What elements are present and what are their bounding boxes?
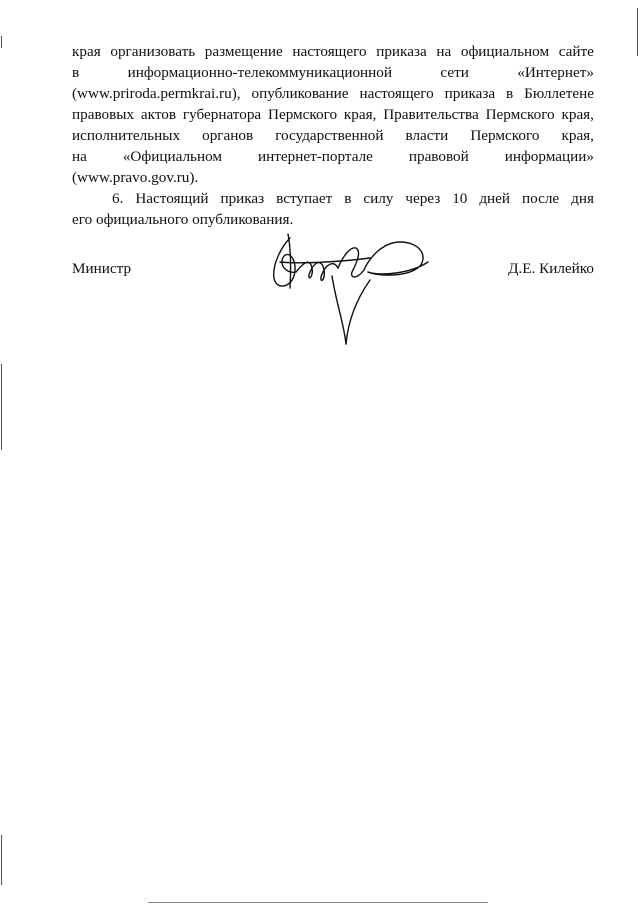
word: настоящего (292, 43, 367, 60)
word: губернатора (182, 106, 262, 123)
word: края, (561, 106, 594, 123)
word: организовать (110, 43, 196, 60)
word: (www.pravo.gov.ru). (72, 169, 199, 186)
text-line (72, 188, 594, 209)
word: края, (561, 127, 594, 144)
word: опубликование (251, 85, 349, 102)
text-line (72, 125, 594, 146)
word: Настоящий (135, 190, 209, 207)
word: приказ (220, 190, 265, 207)
word: Правительства (383, 106, 479, 123)
bottom-scan-mark (148, 902, 488, 903)
handwritten-signature-icon (260, 232, 440, 347)
word: дня (571, 190, 594, 207)
left-scan-mark (1, 364, 2, 450)
word: «Официальном (122, 148, 223, 165)
word: официальном (460, 43, 550, 60)
right-scan-mark (637, 8, 638, 56)
word: Пермского (470, 127, 540, 144)
text-line (72, 146, 594, 167)
word: настоящего (359, 85, 434, 102)
text-line (72, 209, 594, 230)
signature-row (72, 260, 594, 360)
word: исполнительных (72, 127, 181, 144)
word: информационно-телекоммуникационной (127, 64, 393, 81)
text-line (72, 167, 594, 188)
word: в (344, 190, 352, 207)
word: в (72, 64, 80, 81)
word: Бюллетене (524, 85, 594, 102)
word: власти (405, 127, 449, 144)
word: через (405, 190, 441, 207)
word: в (506, 85, 514, 102)
text-line (72, 41, 594, 62)
word: органов (202, 127, 254, 144)
word: правовой (408, 148, 469, 165)
word: «Интернет» (517, 64, 594, 81)
word: приказа (444, 85, 496, 102)
word: Пермского (485, 106, 555, 123)
word: приказа (376, 43, 427, 60)
left-scan-mark (1, 36, 2, 48)
word: актов (140, 106, 177, 123)
text-line (72, 104, 594, 125)
word: края, (343, 106, 377, 123)
word: (www.priroda.permkrai.ru), (72, 85, 241, 102)
word: сети (440, 64, 469, 81)
word: на (436, 43, 452, 60)
word: 6. (112, 190, 124, 207)
text-line (72, 62, 594, 83)
word: края (72, 43, 101, 60)
word: Пермского (267, 106, 338, 123)
word: государственной (275, 127, 384, 144)
word: 10 (452, 190, 468, 207)
word: на (72, 148, 87, 165)
word: дней (479, 190, 511, 207)
signer-name: Д.Е. Килейко (508, 260, 594, 277)
word: размещение (204, 43, 283, 60)
word: после (522, 190, 560, 207)
position-label: Министр (72, 260, 132, 277)
word: его официального опубликования. (72, 211, 294, 228)
word: силу (363, 190, 394, 207)
body-text (72, 41, 594, 230)
word: вступает (276, 190, 333, 207)
word: информации» (504, 148, 594, 165)
word: интернет-портале (257, 148, 373, 165)
word: сайте (558, 43, 594, 60)
left-scan-mark (1, 835, 2, 885)
text-line (72, 83, 594, 104)
word: правовых (72, 106, 135, 123)
